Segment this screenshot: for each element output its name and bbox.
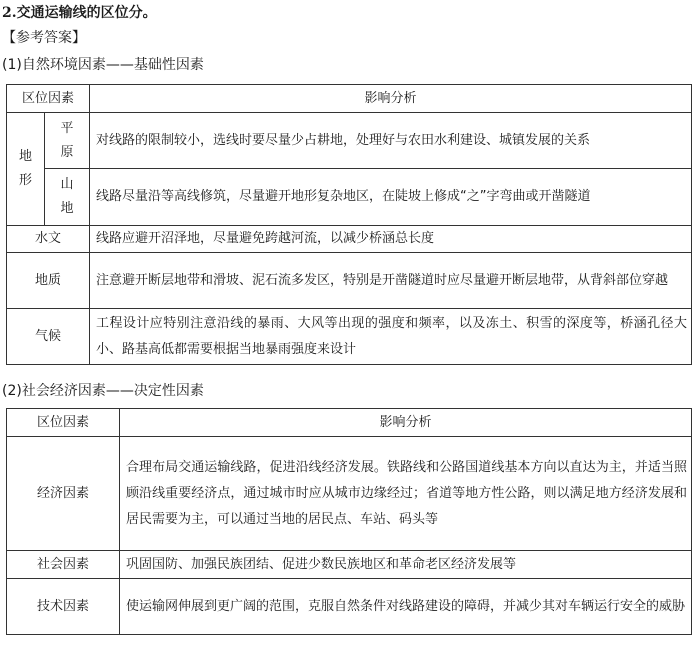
header-analysis: 影响分析: [90, 85, 692, 113]
mountain-label: [45, 169, 90, 226]
terrain-char-2: 形: [18, 173, 32, 188]
header-analysis: 影响分析: [120, 409, 692, 437]
economic-analysis: 合理布局交通运输线路，促进沿线经济发展。铁路线和公路国道线基本方向以直达为主，并适当照顾沿线重要经济点，通过城市时应从城市边缘经过；省道等地方性公路，则以满足地方经济发展和居民需要为主，可以通过当地的居民点、车站、码头等: [120, 437, 692, 551]
section2-title: (2)社会经济因素——决定性因素: [2, 383, 204, 399]
natural-factors-table: [6, 84, 692, 365]
plain-char-2: 原: [60, 144, 74, 160]
table-row: [7, 551, 692, 579]
table-row: [7, 169, 692, 226]
table-header-row: [7, 85, 692, 113]
answer-label: 【参考答案】: [2, 30, 86, 46]
table-header-row: [7, 409, 692, 437]
hydrology-analysis: 线路应避开沼泽地，尽量避免跨越河流，以减少桥涵总长度: [90, 226, 692, 253]
factor-social: 社会因素: [7, 551, 120, 579]
table-row: [7, 226, 692, 253]
mountain-char-1: 山: [60, 177, 74, 192]
plain-analysis: 对线路的限制较小，选线时要尽量少占耕地，处理好与农田水利建设、城镇发展的关系: [90, 113, 692, 169]
plain-label: [45, 113, 90, 169]
table-row: [7, 113, 692, 169]
mountain-analysis: 线路尽量沿等高线修筑，尽量避开地形复杂地区，在陡坡上修成“之”字弯曲或开凿隧道: [90, 169, 692, 226]
header-factor: 区位因素: [7, 409, 120, 437]
table-row: [7, 437, 692, 551]
geology-analysis: 注意避开断层地带和滑坡、泥石流多发区，特别是开凿隧道时应尽量避开断层地带，从背斜部位穿越: [90, 253, 692, 309]
terrain-char-1: 地: [18, 149, 32, 164]
table-row: [7, 309, 692, 365]
table-row: [7, 579, 692, 635]
technical-analysis: 使运输网伸展到更广阔的范围，克服自然条件对线路建设的障碍，并减少其对车辆运行安全的威胁: [120, 579, 692, 635]
socioeconomic-factors-table: [6, 408, 692, 635]
factor-geology: 地质: [7, 253, 90, 309]
social-analysis: 巩固国防、加强民族团结、促进少数民族地区和革命老区经济发展等: [120, 551, 692, 579]
table-row: [7, 253, 692, 309]
section1-title: (1)自然环境因素——基础性因素: [2, 57, 204, 73]
plain-char-1: 平: [60, 120, 74, 136]
factor-hydrology: 水文: [7, 226, 90, 253]
page-title: 2.交通运输线的区位分。: [2, 5, 157, 21]
factor-climate: 气候: [7, 309, 90, 365]
terrain-label: [7, 113, 45, 226]
factor-technical: 技术因素: [7, 579, 120, 635]
mountain-char-2: 地: [60, 201, 74, 216]
header-factor: 区位因素: [7, 85, 90, 113]
climate-analysis: 工程设计应特别注意沿线的暴雨、大风等出现的强度和频率，以及冻土、积雪的深度等，桥涵孔径大小、路基高低都需要根据当地暴雨强度来设计: [90, 309, 692, 365]
factor-economic: 经济因素: [7, 437, 120, 551]
